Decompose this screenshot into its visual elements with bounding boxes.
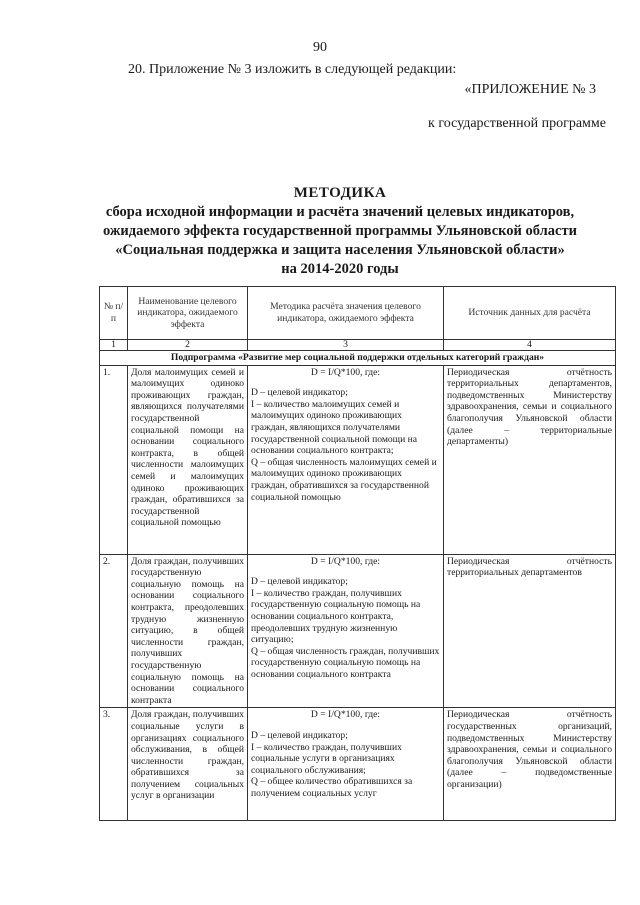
title-line-1: сбора исходной информации и расчёта значений целевых индикаторов, bbox=[105, 204, 575, 220]
column-number: 3 bbox=[248, 340, 444, 351]
formula: D = I/Q*100, где: bbox=[310, 709, 381, 721]
methodology-table bbox=[99, 286, 616, 821]
header-method: Методика расчёта значения целевого индикатора, ожидаемого эффекта bbox=[248, 287, 444, 340]
formula: D = I/Q*100, где: bbox=[310, 366, 381, 378]
title-main: МЕТОДИКА bbox=[293, 185, 387, 201]
calculation-method bbox=[248, 554, 444, 708]
appendix-label: «ПРИЛОЖЕНИЕ № 3 bbox=[464, 82, 596, 97]
indicator-name: Доля граждан, получивших социальные услуги в организациях социального обслуживания, в общей численности граждан, обратившихся за получением социальных услуг в организации bbox=[128, 708, 248, 821]
method-description: D – целевой индикатор; I – количество граждан, получивших государственную социальную помощь на основании социального контракта, преодолевших трудную жизненную ситуацию; Q – общая численность граждан, получивших государственную социальную помощь на основании социального контракта bbox=[251, 576, 440, 680]
row-number: 3. bbox=[100, 708, 128, 821]
data-source: Периодическая отчётность государственных организаций, подведомственных Министерству здравоохранения, семьи и социального благополучия Ульяновской области (далее – подведомственные организации) bbox=[444, 708, 616, 821]
data-source: Периодическая отчётность территориальных департаментов, подведомственных Министерству здравоохранения, семьи и социального благополучия Ульяновской области (далее – территориальные департаменты) bbox=[444, 365, 616, 554]
row-number: 2. bbox=[100, 554, 128, 708]
title-line-2: ожидаемого эффекта государственной программы Ульяновской области bbox=[103, 223, 577, 239]
calculation-method bbox=[248, 365, 444, 554]
title-line-3: «Социальная поддержка и защита населения Ульяновской области» bbox=[115, 242, 565, 258]
appendix-reference: к государственной программе bbox=[428, 116, 606, 131]
table-row bbox=[100, 365, 616, 554]
column-number-row bbox=[100, 340, 616, 351]
subprogram-row bbox=[100, 351, 616, 366]
subprogram-title: Подпрограмма «Развитие мер социальной поддержки отдельных категорий граждан» bbox=[100, 351, 616, 366]
column-number: 1 bbox=[100, 340, 128, 351]
method-description: D – целевой индикатор; I – количество малоимущих семей и малоимущих одиноко проживающих граждан, являющихся получателями государственной социальной помощи на основании социального контракта; Q – общая численность малоимущих семей и малоимущих одиноко проживающих граждан, обратившихся за государственной социальной помощью bbox=[251, 387, 437, 503]
indicator-name: Доля граждан, получивших государственную социальную помощь на основании социального контракта, преодолевших трудную жизненную ситуацию, в общей численности граждан, получивших государственную социальную помощь на основании социального контракта bbox=[128, 554, 248, 708]
table-row bbox=[100, 708, 616, 821]
intro-text: 20. Приложение № 3 изложить в следующей редакции: bbox=[128, 62, 457, 77]
column-number: 2 bbox=[128, 340, 248, 351]
title-line-4: на 2014-2020 годы bbox=[281, 261, 399, 277]
formula: D = I/Q*100, где: bbox=[310, 555, 381, 567]
column-number: 4 bbox=[444, 340, 616, 351]
document-title bbox=[60, 184, 620, 279]
calculation-method bbox=[248, 708, 444, 821]
header-num: № п/п bbox=[100, 287, 128, 340]
page-number: 90 bbox=[313, 40, 327, 55]
indicator-name: Доля малоимущих семей и малоимущих одиноко проживающих граждан, являющихся получателями государственной социальной помощи на основании социального контракта, в общей численности малоимущих семей и малоимущих одиноко проживающих граждан, обратившихся за государственной социальной помощью bbox=[128, 365, 248, 554]
method-description: D – целевой индикатор; I – количество граждан, получивших социальные услуги в организациях социального обслуживания; Q – общее количество обратившихся за получением социальных услуг bbox=[251, 729, 413, 799]
row-number: 1. bbox=[100, 365, 128, 554]
header-source: Источник данных для расчёта bbox=[444, 287, 616, 340]
table-row bbox=[100, 554, 616, 708]
table-header-row bbox=[100, 287, 616, 340]
header-name: Наименование целевого индикатора, ожидаемого эффекта bbox=[128, 287, 248, 340]
data-source: Периодическая отчётность территориальных департаментов bbox=[444, 554, 616, 708]
